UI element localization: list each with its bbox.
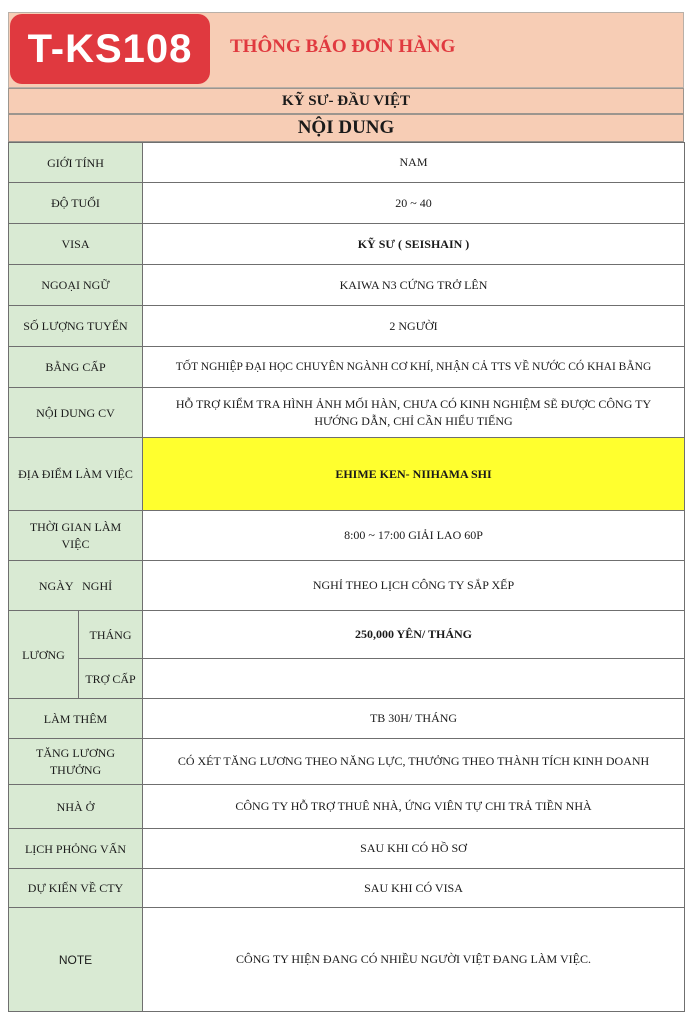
table-row	[9, 829, 685, 869]
hours-label-line-2: VIỆC	[61, 536, 90, 551]
table-row	[9, 143, 685, 183]
content-heading: NỘI DUNG	[8, 114, 684, 142]
table-row	[9, 611, 685, 659]
days-off-label: NGÀY NGHỈ	[9, 561, 143, 611]
raise-label	[9, 739, 143, 785]
hours-value: 8:00 ~ 17:00 GIẢI LAO 60P	[143, 511, 685, 561]
language-value: KAIWA N3 CỨNG TRỞ LÊN	[143, 265, 685, 306]
table-row	[9, 265, 685, 306]
gender-label: GIỚI TÍNH	[9, 143, 143, 183]
quantity-value: 2 NGƯỜI	[143, 306, 685, 347]
interview-value: SAU KHI CÓ HỒ SƠ	[143, 829, 685, 869]
order-code-badge: T-KS108	[10, 14, 210, 84]
hours-label-line-1: THỜI GIAN LÀM	[29, 519, 122, 534]
location-value: EHIME KEN- NIIHAMA SHI	[143, 438, 685, 511]
table-row	[9, 908, 685, 1012]
visa-label: VISA	[9, 224, 143, 265]
overtime-value: TB 30H/ THÁNG	[143, 699, 685, 739]
table-row	[9, 699, 685, 739]
allowance-label: TRỢ CẤP	[79, 659, 143, 699]
days-off-value: NGHỈ THEO LỊCH CÔNG TY SẮP XẾP	[143, 561, 685, 611]
notice-title: THÔNG BÁO ĐƠN HÀNG	[230, 36, 456, 57]
housing-value: CÔNG TY HỖ TRỢ THUÊ NHÀ, ỨNG VIÊN TỰ CHI TRẢ TIỀN NHÀ	[143, 785, 685, 829]
job-details-table	[8, 142, 685, 1012]
location-label: ĐỊA ĐIỂM LÀM VIỆC	[9, 438, 143, 511]
age-label: ĐỘ TUỔI	[9, 183, 143, 224]
job-content-line-2: HƯỚNG DẪN, CHỈ CẦN HIỂU TIẾNG	[314, 413, 513, 428]
overtime-label: LÀM THÊM	[9, 699, 143, 739]
housing-label: NHÀ Ở	[9, 785, 143, 829]
job-content-label: NỘI DUNG CV	[9, 388, 143, 438]
note-value: CÔNG TY HIỆN ĐANG CÓ NHIỀU NGƯỜI VIỆT ĐANG LÀM VIỆC.	[143, 908, 685, 1012]
raise-value: CÓ XÉT TĂNG LƯƠNG THEO NĂNG LỰC, THƯỞNG THEO THÀNH TÍCH KINH DOANH	[143, 739, 685, 785]
table-row	[9, 306, 685, 347]
table-row	[9, 739, 685, 785]
raise-label-line-2: THƯỞNG	[49, 762, 102, 777]
hours-label	[9, 511, 143, 561]
start-label: DỰ KIẾN VỀ CTY	[9, 869, 143, 908]
company-row: KỸ SƯ- ĐẦU VIỆT	[8, 88, 684, 114]
interview-label: LỊCH PHỎNG VẤN	[9, 829, 143, 869]
table-row	[9, 659, 685, 699]
visa-value: KỸ SƯ ( SEISHAIN )	[143, 224, 685, 265]
table-row	[9, 388, 685, 438]
table-row	[9, 785, 685, 829]
salary-month-label: THÁNG	[79, 611, 143, 659]
gender-value: NAM	[143, 143, 685, 183]
table-row	[9, 869, 685, 908]
note-label: NOTE	[9, 908, 143, 1012]
table-row	[9, 224, 685, 265]
quantity-label: SỐ LƯỢNG TUYỂN	[9, 306, 143, 347]
job-content-value	[143, 388, 685, 438]
table-row	[9, 561, 685, 611]
table-row	[9, 183, 685, 224]
salary-label: LƯƠNG	[9, 611, 79, 699]
raise-label-line-1: TĂNG LƯƠNG	[36, 745, 115, 760]
job-content-line-1: HỖ TRỢ KIỂM TRA HÌNH ẢNH MỐI HÀN, CHƯA CÓ KINH NGHIỆM SẼ ĐƯỢC CÔNG TY	[175, 396, 652, 411]
degree-label: BẰNG CẤP	[9, 347, 143, 388]
start-value: SAU KHI CÓ VISA	[143, 869, 685, 908]
table-row	[9, 511, 685, 561]
degree-value: TỐT NGHIỆP ĐẠI HỌC CHUYÊN NGÀNH CƠ KHÍ, NHẬN CẢ TTS VỀ NƯỚC CÓ KHAI BẰNG	[143, 347, 685, 388]
salary-month-value: 250,000 YÊN/ THÁNG	[143, 611, 685, 659]
age-value: 20 ~ 40	[143, 183, 685, 224]
table-row	[9, 347, 685, 388]
allowance-value	[143, 659, 685, 699]
table-row	[9, 438, 685, 511]
language-label: NGOẠI NGỮ	[9, 265, 143, 306]
